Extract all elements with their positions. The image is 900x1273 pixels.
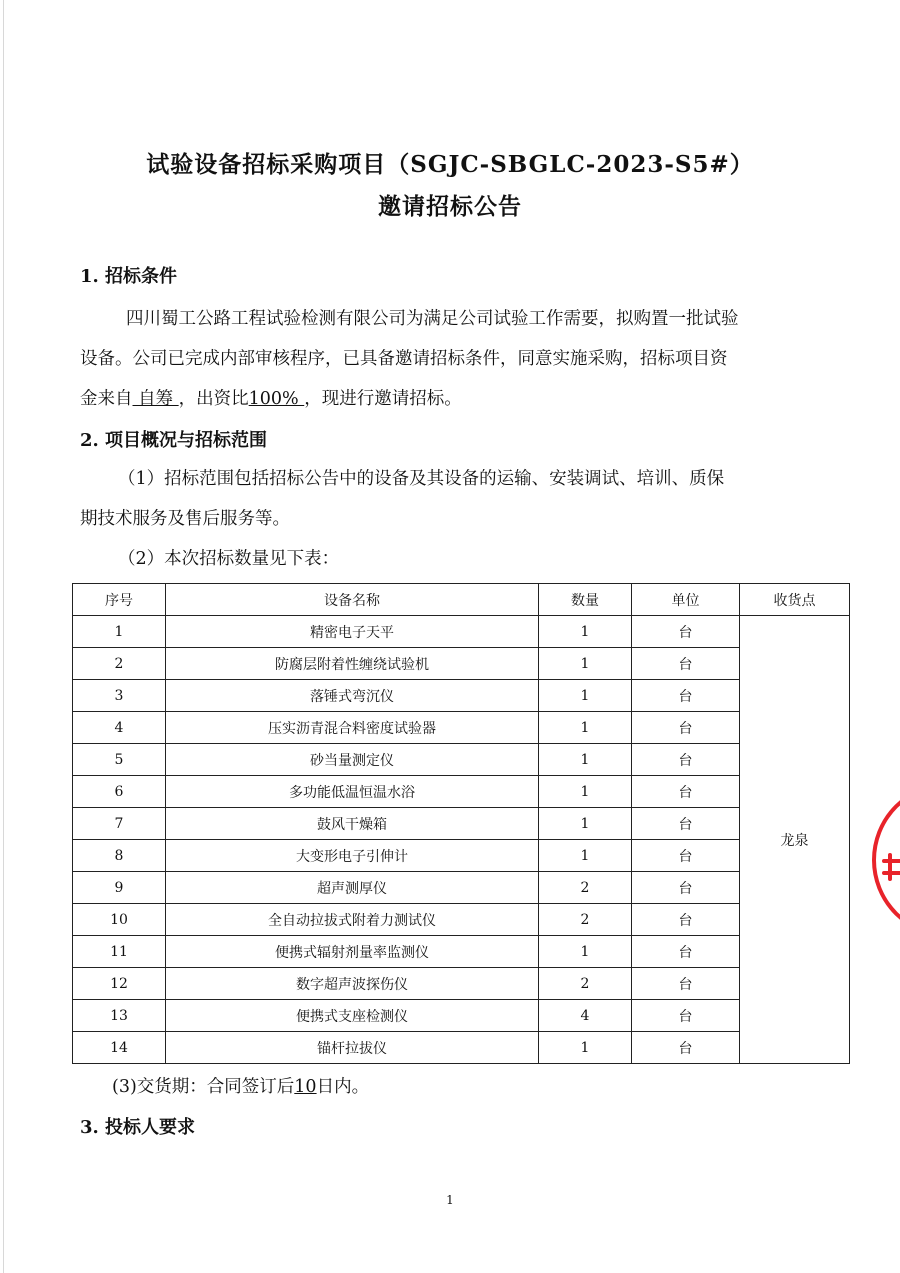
cell-unit: 台	[632, 648, 740, 680]
table-row	[73, 840, 850, 872]
cell-unit: 台	[632, 776, 740, 808]
section-2-item1-line2: 期技术服务及售后服务等。	[80, 509, 290, 529]
table-row	[73, 744, 850, 776]
header-delivery-point: 收货点	[740, 584, 850, 616]
table-row	[73, 872, 850, 904]
cell-no: 7	[73, 808, 166, 840]
section-1-paragraph-line2: 设备。公司已完成内部审核程序，已具备邀请招标条件，同意实施采购，招标项目资	[80, 349, 728, 369]
page-number: 1	[446, 1193, 454, 1207]
fund-ratio-value: 100%	[248, 389, 305, 409]
section-2-item1-line1: （1）招标范围包括招标公告中的设备及其设备的运输、安装调试、培训、质保	[118, 469, 725, 489]
cell-quantity: 1	[539, 712, 632, 744]
cell-no: 1	[73, 616, 166, 648]
table-row	[73, 936, 850, 968]
cell-delivery-point: 龙泉	[740, 616, 850, 1064]
cell-unit: 台	[632, 616, 740, 648]
delivery-suffix: 日内。	[316, 1077, 370, 1097]
cell-no: 12	[73, 968, 166, 1000]
cell-quantity: 1	[539, 808, 632, 840]
table-row	[73, 712, 850, 744]
section-1-paragraph-line3	[80, 385, 462, 410]
header-no: 序号	[73, 584, 166, 616]
cell-quantity: 1	[539, 680, 632, 712]
cell-no: 6	[73, 776, 166, 808]
delivery-days: 10	[294, 1077, 317, 1097]
cell-no: 9	[73, 872, 166, 904]
cell-no: 14	[73, 1032, 166, 1064]
cell-unit: 台	[632, 904, 740, 936]
cell-quantity: 2	[539, 968, 632, 1000]
cell-equipment-name: 全自动拉拔式附着力测试仪	[166, 904, 539, 936]
cell-equipment-name: 精密电子天平	[166, 616, 539, 648]
cell-no: 4	[73, 712, 166, 744]
cell-equipment-name: 锚杆拉拔仪	[166, 1032, 539, 1064]
table-row	[73, 904, 850, 936]
cell-unit: 台	[632, 936, 740, 968]
delivery-period	[112, 1073, 369, 1098]
invite-statement: ，现进行邀请招标。	[304, 389, 462, 409]
cell-no: 5	[73, 744, 166, 776]
cell-quantity: 1	[539, 1032, 632, 1064]
cell-quantity: 2	[539, 872, 632, 904]
company-seal-icon	[862, 775, 900, 945]
cell-equipment-name: 砂当量测定仪	[166, 744, 539, 776]
section-1-paragraph-line1: 四川蜀工公路工程试验检测有限公司为满足公司试验工作需要，拟购置一批试验	[126, 309, 739, 329]
cell-unit: 台	[632, 872, 740, 904]
cell-unit: 台	[632, 968, 740, 1000]
seal-glyph-2	[884, 855, 900, 879]
cell-unit: 台	[632, 744, 740, 776]
document-title-line1: 试验设备招标采购项目（SGJC-SBGLC-2023-S5#）	[146, 151, 754, 178]
cell-unit: 台	[632, 1000, 740, 1032]
table-row	[73, 776, 850, 808]
table-row	[73, 680, 850, 712]
cell-quantity: 4	[539, 1000, 632, 1032]
table-row	[73, 968, 850, 1000]
fund-source-value: 自筹	[132, 389, 179, 409]
cell-equipment-name: 多功能低温恒温水浴	[166, 776, 539, 808]
fund-ratio-prefix: ，出资比	[178, 389, 249, 409]
cell-equipment-name: 鼓风干燥箱	[166, 808, 539, 840]
cell-equipment-name: 便携式辐射剂量率监测仪	[166, 936, 539, 968]
header-unit: 单位	[632, 584, 740, 616]
section-1-heading: 1. 招标条件	[80, 266, 178, 287]
table-header-row	[73, 584, 850, 616]
section-3-heading: 3. 投标人要求	[80, 1117, 196, 1138]
cell-quantity: 1	[539, 936, 632, 968]
cell-quantity: 2	[539, 904, 632, 936]
table-row	[73, 1032, 850, 1064]
cell-quantity: 1	[539, 648, 632, 680]
cell-unit: 台	[632, 840, 740, 872]
cell-unit: 台	[632, 712, 740, 744]
cell-no: 13	[73, 1000, 166, 1032]
cell-no: 3	[73, 680, 166, 712]
cell-no: 10	[73, 904, 166, 936]
cell-equipment-name: 防腐层附着性缠绕试验机	[166, 648, 539, 680]
cell-no: 11	[73, 936, 166, 968]
cell-equipment-name: 大变形电子引伸计	[166, 840, 539, 872]
cell-equipment-name: 压实沥青混合料密度试验器	[166, 712, 539, 744]
header-name: 设备名称	[166, 584, 539, 616]
cell-equipment-name: 数字超声波探伤仪	[166, 968, 539, 1000]
fund-source-prefix: 金来自	[80, 389, 133, 409]
table-row	[73, 616, 850, 648]
table-row	[73, 1000, 850, 1032]
cell-quantity: 1	[539, 744, 632, 776]
section-2-item2: （2）本次招标数量见下表：	[118, 549, 340, 569]
document-title-line2: 邀请招标公告	[378, 193, 522, 220]
table-row	[73, 648, 850, 680]
cell-unit: 台	[632, 1032, 740, 1064]
delivery-prefix: (3)交货期：合同签订后	[112, 1077, 295, 1097]
cell-no: 2	[73, 648, 166, 680]
cell-equipment-name: 落锤式弯沉仪	[166, 680, 539, 712]
cell-no: 8	[73, 840, 166, 872]
cell-quantity: 1	[539, 776, 632, 808]
cell-equipment-name: 便携式支座检测仪	[166, 1000, 539, 1032]
cell-quantity: 1	[539, 616, 632, 648]
equipment-table	[72, 583, 850, 1064]
cell-unit: 台	[632, 680, 740, 712]
table-row	[73, 808, 850, 840]
section-2-heading: 2. 项目概况与招标范围	[80, 430, 268, 451]
cell-quantity: 1	[539, 840, 632, 872]
header-qty: 数量	[539, 584, 632, 616]
cell-unit: 台	[632, 808, 740, 840]
cell-equipment-name: 超声测厚仪	[166, 872, 539, 904]
